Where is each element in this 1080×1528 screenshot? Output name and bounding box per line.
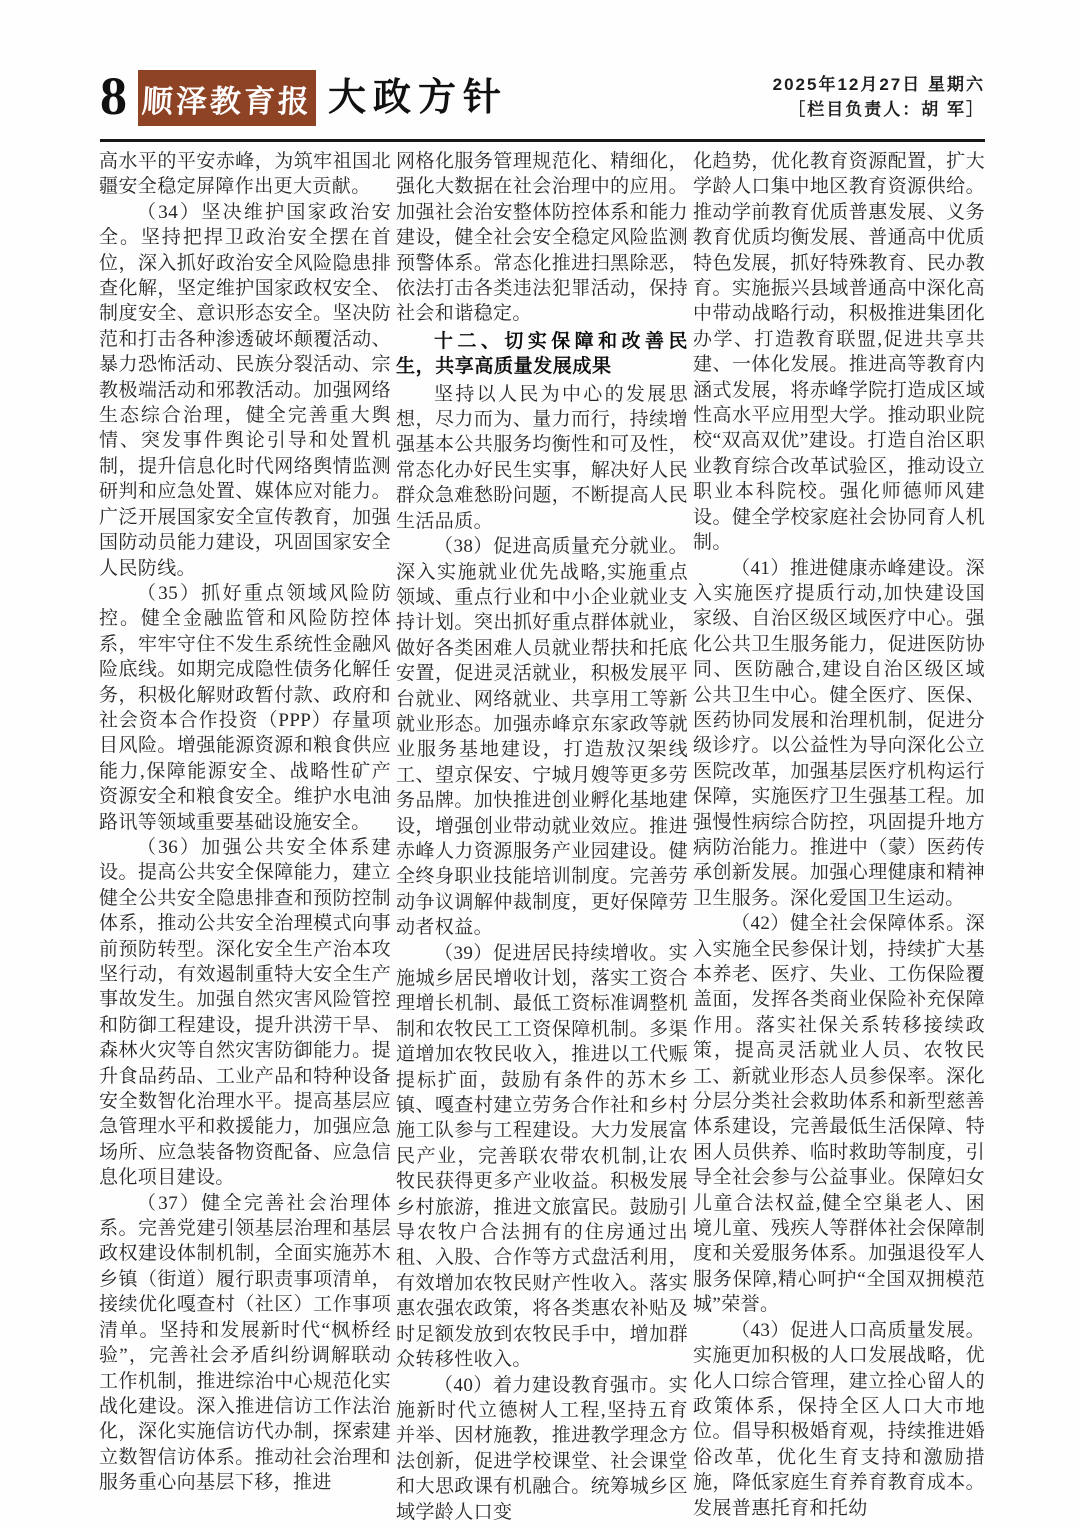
masthead-logo	[138, 70, 316, 126]
article-paragraph: 高水平的平安赤峰，为筑牢祖国北疆安全稳定屏障作出更大贡献。	[99, 151, 391, 198]
article-paragraph: 化趋势，优化教育资源配置，扩大学龄人口集中地区教育资源供给。推动学前教育优质普惠发展、义务教育优质均衡发展、普通高中优质特色发展，抓好特殊教育、民办教育。实施振兴县域普通高中深化高中带动战略行动，积极推进集团化办学、打造教育联盟,促进共享共建、一体化发展。推进高等教育内涵式发展，将赤峰学院打造成区域性高水平应用型大学。推动职业院校“双高双优”建设。打造自治区职业教育综合改革试验区，推动设立职业本科院校。强化师德师风建设。健全学校家庭社会协同育人机制。	[693, 151, 985, 554]
text-column-3	[693, 149, 985, 1521]
article-paragraph: （34）坚决维护国家政治安全。坚持把捍卫政治安全摆在首位，深入抓好政治安全风险隐患排查化解，坚定维护国家政权安全、制度安全、意识形态安全。坚决防范和打击各种渗透破坏颠覆活动、暴力恐怖活动、民族分裂活动、宗教极端活动和邪教活动。加强网络生态综合治理，健全完善重大舆情、突发事件舆论引导和处置机制，提升信息化时代网络舆情监测研判和应急处置、媒体应对能力。广泛开展国家安全宣传教育，加强国防动员能力建设，巩固国家安全人民防线。	[99, 201, 391, 579]
masthead-title: 顺泽教育报	[140, 83, 313, 119]
article-paragraph: （42）健全社会保障体系。深入实施全民参保计划，持续扩大基本养老、医疗、失业、工伤保险覆盖面，发挥各类商业保险补充保障作用。落实社保关系转移接续政策，提高灵活就业人员、农牧民工、新就业形态人员参保率。深化分层分类社会救助体系和新型慈善体系建设，完善最低生活保障、特困人员供养、临时救助等制度，引导全社会参与公益事业。保障妇女儿童合法权益,健全空巢老人、困境儿童、残疾人等群体社会保障制度和关爱服务体系。加强退役军人服务保障,精心呵护“全国双拥模范城”荣誉。	[693, 913, 985, 1316]
editor-line: ［栏目负责人：胡 军］	[788, 100, 985, 119]
text-column-1	[99, 149, 391, 1496]
page-header	[100, 66, 985, 132]
article-paragraph: （37）健全完善社会治理体系。完善党建引领基层治理和基层政权建设体制机制，全面实施苏木乡镇（街道）履行职责事项清单，接续优化嘎查村（社区）工作事项清单。坚持和发展新时代“枫桥经验”，完善社会矛盾纠纷调解联动工作机制，推进综治中心规范化实战化建设。深入推进信访工作法治化，深化实施信访代办制，探索建立数智信访体系。推动社会治理和服务重心向基层下移，推进	[99, 1192, 391, 1494]
article-paragraph: （35）抓好重点领域风险防控。健全金融监管和风险防控体系，牢牢守住不发生系统性金融风险底线。如期完成隐性债务化解任务，积极化解财政暂付款、政府和社会资本合作投资（PPP）存量项目风险。增强能源资源和粮食供应能力,保障能源安全、战略性矿产资源安全和粮食安全。维护水电油路讯等领域重要基础设施安全。	[99, 582, 391, 833]
article-paragraph: （43）促进人口高质量发展。实施更加积极的人口发展战略，优化人口综合管理，建立拴心留人的政策体系，保持全区人口大市地位。倡导积极婚育观，持续推进婚俗改革，优化生育支持和激励措施，降低家庭生育养育教育成本。发展普惠托育和托幼	[693, 1319, 985, 1519]
article-paragraph: （40）着力建设教育强市。实施新时代立德树人工程,坚持五育并举、因材施教，推进教学理念方法创新，促进学校课堂、社会课堂和大思政课有机融合。统筹城乡区域学龄人口变	[396, 1374, 688, 1523]
header-meta	[773, 72, 985, 122]
article-paragraph: （39）促进居民持续增收。实施城乡居民增收计划，落实工资合理增长机制、最低工资标准调整机制和农牧民工工资保障机制。多渠道增加农牧民收入，推进以工代赈提标扩面，鼓励有条件的苏木乡镇、嘎查村建立劳务合作社和乡村施工队参与工程建设。大力发展富民产业，完善联农带农机制,让农牧民获得更多产业收益。积极发展乡村旅游，推进文旅富民。鼓励引导农牧户合法拥有的住房通过出租、入股、合作等方式盘活利用，有效增加农牧民财产性收入。落实惠农强农政策，将各类惠农补贴及时足额发放到农牧民手中，增加群众转移性收入。	[396, 942, 688, 1371]
date-line: 2025年12月27日 星期六	[772, 75, 985, 94]
page-number: 8	[100, 66, 127, 126]
article-paragraph: （38）促进高质量充分就业。深入实施就业优先战略,实施重点领域、重点行业和中小企业就业支持计划。突出抓好重点群体就业，做好各类困难人员就业帮扶和托底安置，促进灵活就业，积极发展平台就业、网络就业、共享用工等新就业形态。加强赤峰京东家政等就业服务基地建设，打造敖汉架线工、望京保安、宁城月嫂等更多劳务品牌。加快推进创业孵化基地建设，增强创业带动就业效应。推进赤峰人力资源服务产业园建设。健全终身职业技能培训制度。完善劳动争议调解仲裁制度，更好保障劳动者权益。	[396, 536, 688, 939]
article-paragraph: 网格化服务管理规范化、精细化，强化大数据在社会治理中的应用。加强社会治安整体防控体系和能力建设，健全社会安全稳定风险监测预警体系。常态化推进扫黑除恶，依法打击各类违法犯罪活动，保持社会和谐稳定。	[396, 151, 688, 325]
article-paragraph: （36）加强公共安全体系建设。提高公共安全保障能力，建立健全公共安全隐患排查和预防控制体系，推动公共安全治理模式向事前预防转型。深化安全生产治本攻坚行动，有效遏制重特大安全生产事故发生。加强自然灾害风险管控和防御工程建设，提升洪涝干旱、森林火灾等自然灾害防御能力。提升食品药品、工业产品和特种设备安全数智化治理水平。提高基层应急管理水平和救援能力，加强应急场所、应急装备物资配备、应急信息化项目建设。	[99, 836, 391, 1189]
section-title: 大政方针	[328, 77, 509, 119]
article-paragraph: （41）推进健康赤峰建设。深入实施医疗提质行动,加快建设国家级、自治区级区域医疗中心。强化公共卫生服务能力，促进医防协同、医防融合,建设自治区级区域公共卫生中心。健全医疗、医保、医药协同发展和治理机制，促进分级诊疗。以公益性为导向深化公立医院改革，加强基层医疗机构运行保障，实施医疗卫生强基工程。加强慢性病综合防控，巩固提升地方病防治能力。推进中（蒙）医药传承创新发展。加强心理健康和精神卫生服务。深化爱国卫生运动。	[693, 557, 985, 909]
section-heading: 十二、切实保障和改善民生，共享高质量发展成果	[396, 330, 688, 378]
header-divider	[100, 139, 985, 142]
article-paragraph: 坚持以人民为中心的发展思想，尽力而为、量力而行，持续增强基本公共服务均衡性和可及性，常态化办好民生实事，解决好人民群众急难愁盼问题，不断提高人民生活品质。	[396, 383, 688, 532]
text-column-2	[396, 149, 688, 1525]
